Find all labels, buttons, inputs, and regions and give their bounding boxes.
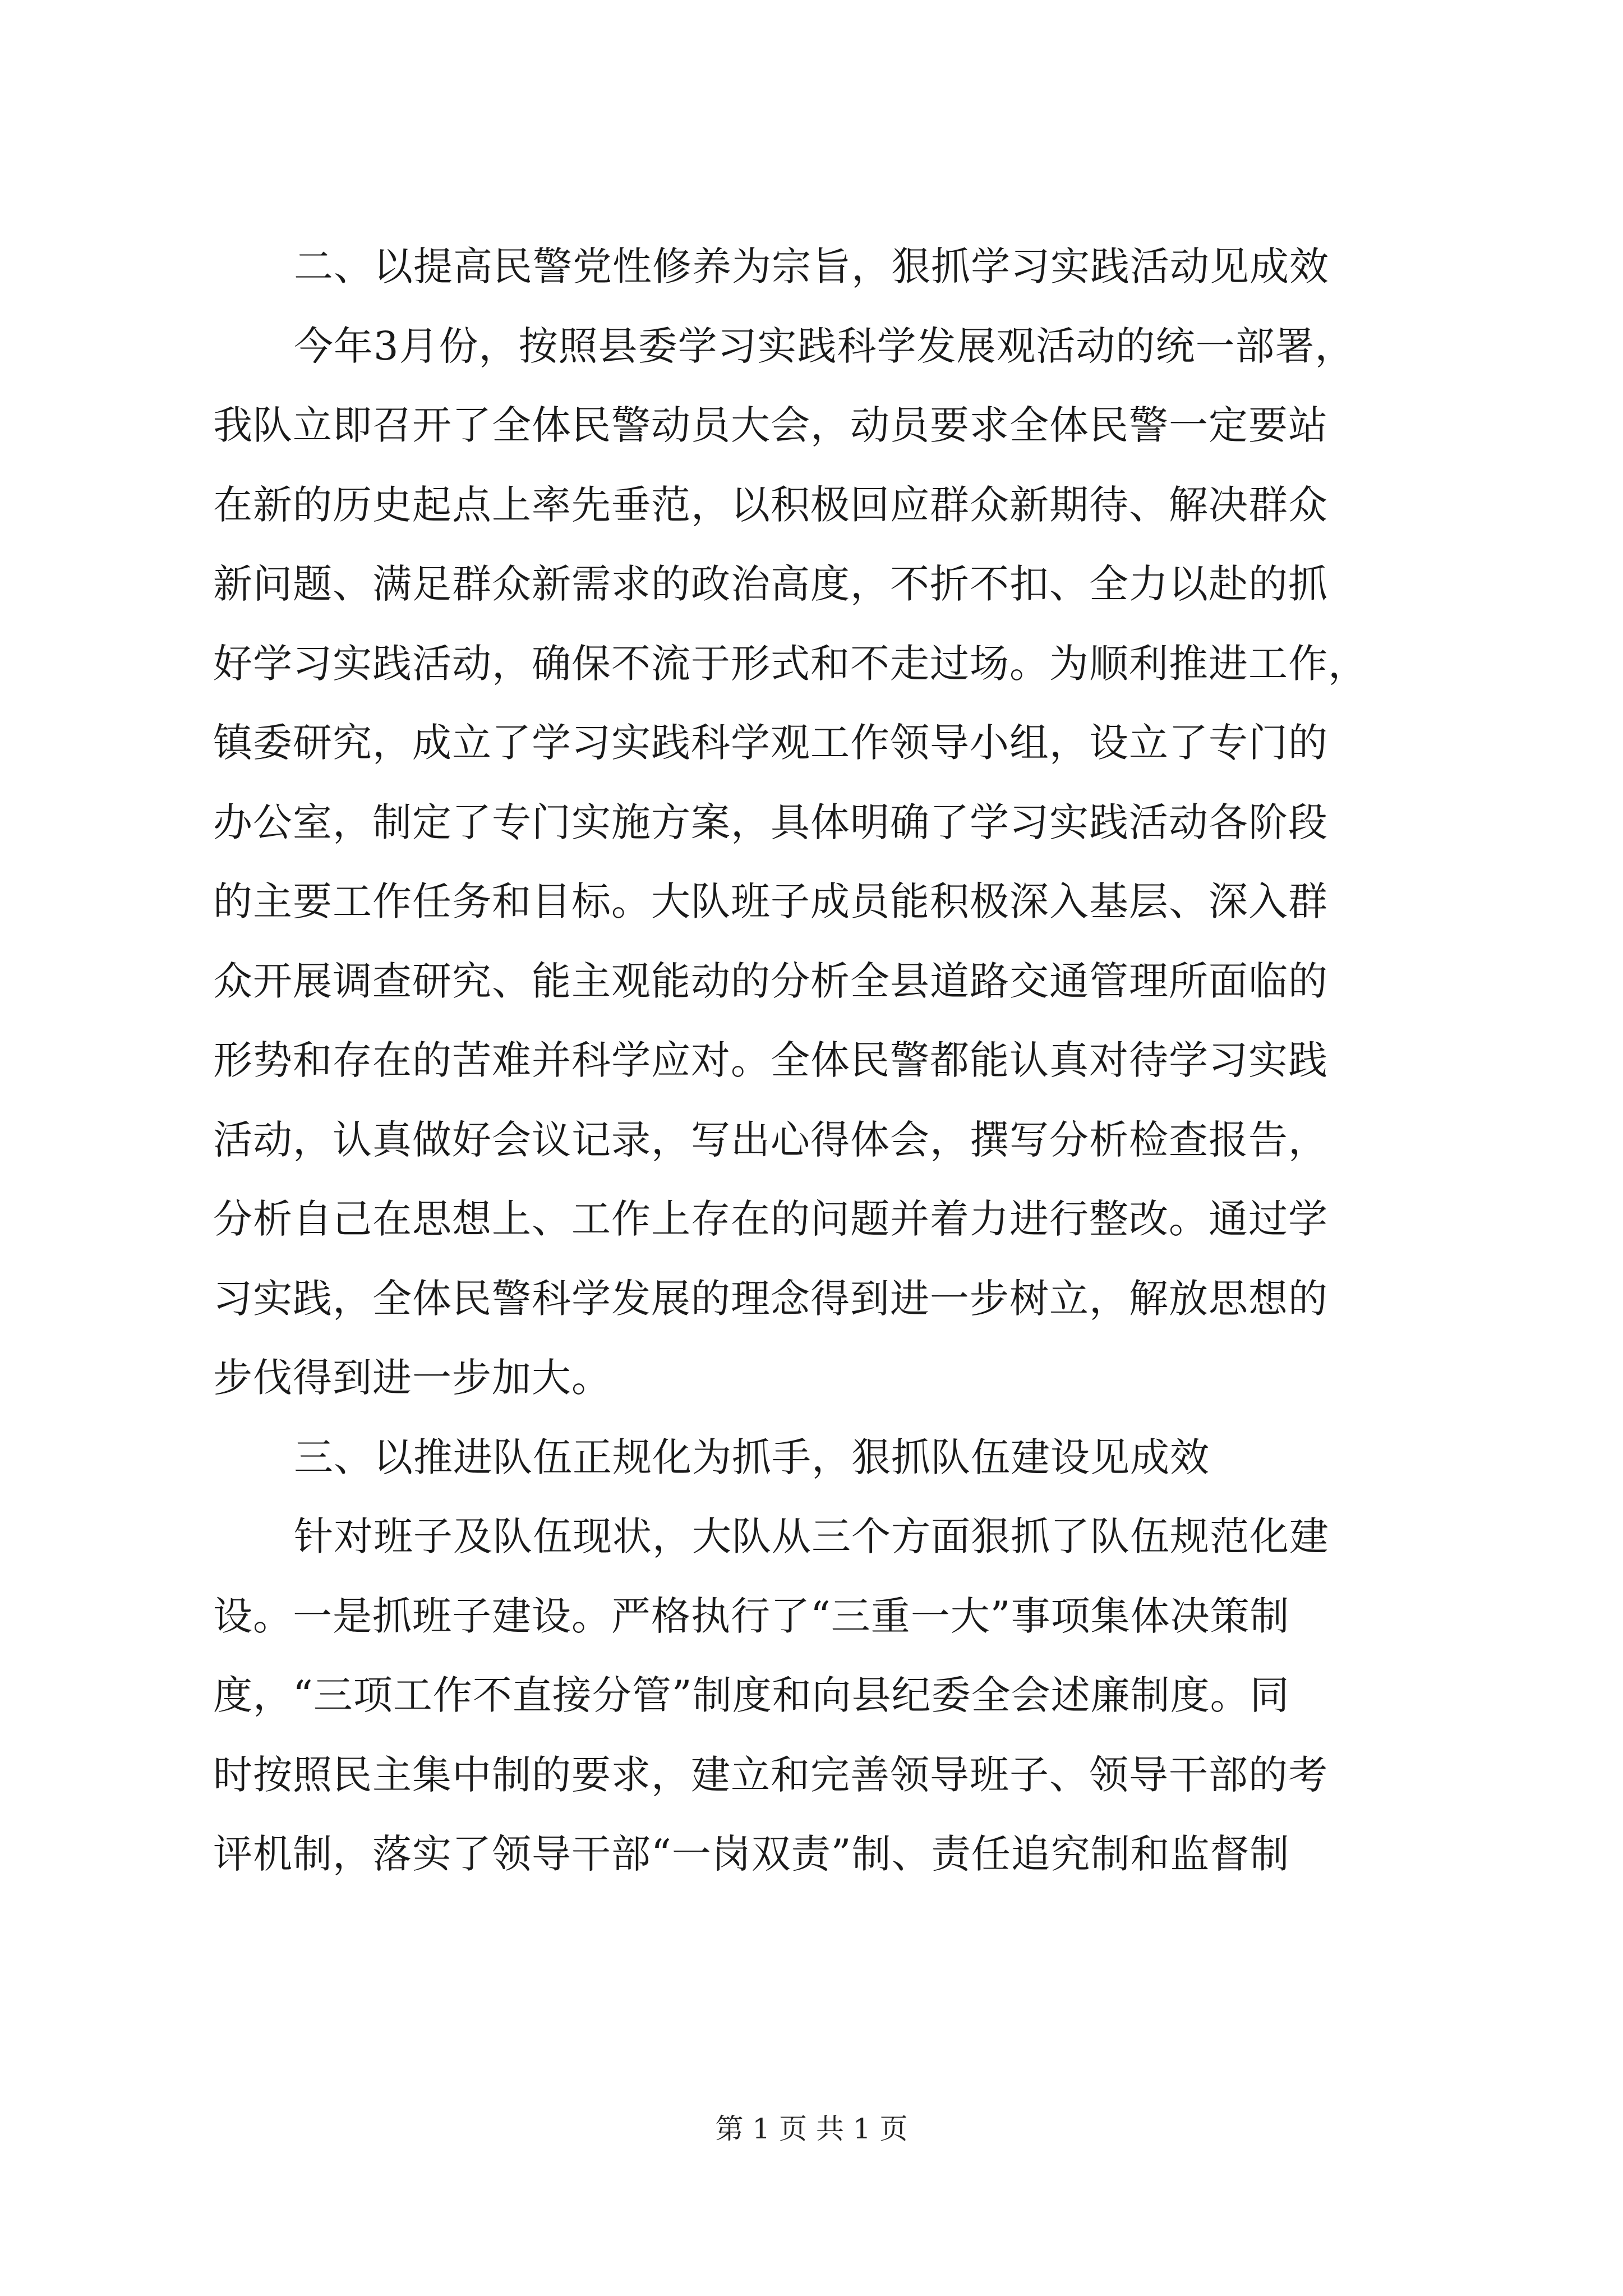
paragraph-line: 在新的历史起点上率先垂范，以积极回应群众新期待、解决群众 <box>213 481 1328 528</box>
paragraph-line: 评机制，落实了领导干部“一岗双责”制、责任追究制和监督制 <box>213 1831 1290 1877</box>
section-heading-3: 三、以推进队伍正规化为抓手，狠抓队伍建设见成效 <box>294 1434 1210 1480</box>
page-number-footer: 第 1 页 共 1 页 <box>715 2113 908 2145</box>
paragraph-line: 设。一是抓班子建设。严格执行了“三重一大”事项集体决策制 <box>213 1593 1290 1639</box>
paragraph-line: 度，“三项工作不直接分管”制度和向县纪委全会述廉制度。同 <box>213 1672 1290 1718</box>
paragraph-line: 习实践，全体民警科学发展的理念得到进一步树立，解放思想的 <box>213 1275 1328 1322</box>
paragraph-line: 步伐得到进一步加大。 <box>213 1355 611 1401</box>
paragraph-line: 活动，认真做好会议记录，写出心得体会，撰写分析检查报告， <box>213 1116 1328 1163</box>
paragraph-line: 形势和存在的苦难并科学应对。全体民警都能认真对待学习实践 <box>213 1037 1328 1083</box>
paragraph-line: 好学习实践活动，确保不流于形式和不走过场。为顺利推进工作， <box>213 640 1368 687</box>
paragraph-line: 时按照民主集中制的要求，建立和完善领导班子、领导干部的考 <box>213 1751 1328 1798</box>
paragraph-line: 的主要工作任务和目标。大队班子成员能积极深入基层、深入群 <box>213 878 1328 924</box>
paragraph-line: 针对班子及队伍现状，大队从三个方面狠抓了队伍规范化建 <box>294 1513 1329 1559</box>
section-heading-2: 二、以提高民警党性修养为宗旨，狠抓学习实践活动见成效 <box>294 243 1329 289</box>
paragraph-line: 新问题、满足群众新需求的政治高度，不折不扣、全力以赴的抓 <box>213 561 1328 607</box>
paragraph-line: 分析自己在思想上、工作上存在的问题并着力进行整改。通过学 <box>213 1196 1328 1242</box>
paragraph-line: 今年3月份，按照县委学习实践科学发展观活动的统一部署， <box>294 323 1355 369</box>
document-body <box>213 227 1424 1894</box>
paragraph-line: 众开展调查研究、能主观能动的分析全县道路交通管理所面临的 <box>213 958 1328 1004</box>
paragraph-line: 镇委研究，成立了学习实践科学观工作领导小组，设立了专门的 <box>213 720 1328 766</box>
paragraph-line: 办公室，制定了专门实施方案，具体明确了学习实践活动各阶段 <box>213 799 1328 845</box>
paragraph-line: 我队立即召开了全体民警动员大会，动员要求全体民警一定要站 <box>213 402 1328 448</box>
